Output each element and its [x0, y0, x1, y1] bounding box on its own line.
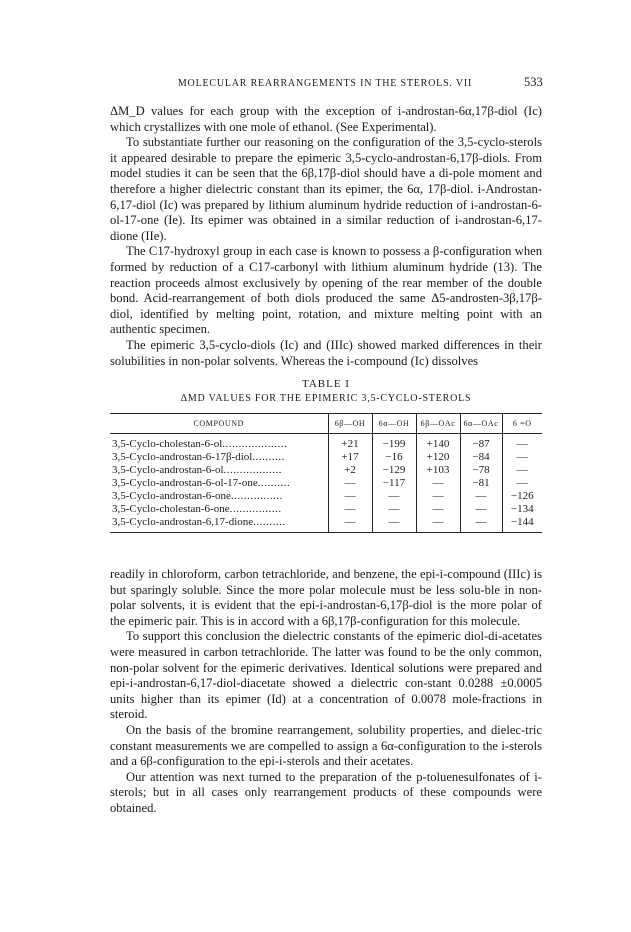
table-row — [110, 490, 542, 503]
compound-cell: 3,5-Cyclo-androstan-6-17β-diol.......... — [112, 451, 285, 463]
value-cell: +120 — [416, 451, 460, 464]
value-cell: +103 — [416, 464, 460, 477]
table-title: TABLE I — [302, 378, 350, 390]
value-cell: −81 — [460, 477, 502, 490]
value-cell: — — [502, 451, 542, 464]
value-cell: −117 — [372, 477, 416, 490]
value-cell: −129 — [372, 464, 416, 477]
value-cell: −199 — [372, 434, 416, 452]
compound-cell: 3,5-Cyclo-androstan-6,17-dione.......... — [110, 516, 328, 533]
value-cell: +21 — [328, 434, 372, 452]
value-cell: — — [460, 490, 502, 503]
column-header: 6β—OH — [328, 414, 372, 434]
column-header: 6 =O — [502, 414, 542, 434]
table-row — [110, 464, 542, 477]
page-number: 533 — [524, 75, 543, 89]
running-head: MOLECULAR REARRANGEMENTS IN THE STEROLS. VII — [177, 78, 473, 89]
value-cell: −144 — [502, 516, 542, 533]
value-cell: — — [416, 503, 460, 516]
value-cell: — — [328, 490, 372, 503]
value-cell: −16 — [372, 451, 416, 464]
value-cell: −84 — [460, 451, 502, 464]
value-cell: — — [502, 477, 542, 490]
value-cell: — — [460, 516, 502, 533]
paragraph: readily in chloroform, carbon tetrachloride, and benzene, the epi-i-compound (IIIc) is but sparingly soluble. Since the more polar molecule must be less solu-ble in non-polar solvents, it is evident that the epi-i-androstan-6,17β-diol is the more polar of the epimeric pair. This is in accord with a 6β,17β-configuration for this molecule. — [110, 567, 542, 628]
value-cell: −78 — [460, 464, 502, 477]
value-cell: — — [328, 477, 372, 490]
value-cell: — — [502, 434, 542, 452]
table-row — [110, 503, 542, 516]
value-cell: — — [372, 490, 416, 503]
body-text-top — [110, 104, 542, 369]
table-row — [110, 434, 542, 452]
table-row — [110, 477, 542, 490]
value-cell: +140 — [416, 434, 460, 452]
value-cell: +17 — [328, 451, 372, 464]
column-header: 6α—OAc — [460, 414, 502, 434]
paragraph: On the basis of the bromine rearrangement, solubility properties, and dielec-tric constant measurements we are compelled to assign a 6α-configuration to the i-sterols and a 6β-configuration to the epi-i-sterols and their acetates. — [110, 722, 542, 769]
column-header: COMPOUND — [110, 414, 328, 434]
paragraph: The C17-hydroxyl group in each case is known to possess a β-configuration when formed by reduction of a C17-carbonyl with lithium aluminum hydride (13). The reaction proceeds almost exclusively by opening of the rear member of the double bond. Acid-rearrangement of both diols produced the same Δ5-androsten-3β,17β-diol, identified by melting point, rotation, and mixture melting point with an authentic specimen. — [110, 244, 542, 337]
table-caption: ΔMD VALUES FOR THE EPIMERIC 3,5-CYCLO-STEROLS — [180, 393, 472, 404]
value-cell: — — [372, 516, 416, 533]
compound-cell: 3,5-Cyclo-androstan-6-ol-17-one.......... — [112, 477, 291, 489]
paragraph: To support this conclusion the dielectric constants of the epimeric diol-di-acetates were measured in carbon tetrachloride. The latter was found to be the only common, non-polar solvent for the epimeric derivatives. Identical solutions were prepared and epi-i-androstan-6,17-diol-diacetate showed a dielectric con-stant 0.0288 ±0.0005 units higher than its epimer (Id) at a concentration of 0.0078 mole-fractions in steroid. — [110, 629, 542, 722]
data-table — [110, 413, 542, 533]
value-cell: — — [416, 490, 460, 503]
value-cell: — — [416, 516, 460, 533]
compound-cell: 3,5-Cyclo-cholestan-6-ol.................... — [112, 438, 288, 450]
body-text-bottom — [110, 567, 542, 817]
paragraph: ΔM_D values for each group with the exception of i-androstan-6α,17β-diol (Ic) which crystallizes with one mole of ethanol. (See Experimental). — [110, 104, 542, 134]
compound-cell: 3,5-Cyclo-cholestan-6-one................ — [112, 503, 282, 515]
value-cell: — — [460, 503, 502, 516]
compound-cell: 3,5-Cyclo-androstan-6-ol.................. — [112, 464, 282, 476]
value-cell: −126 — [502, 490, 542, 503]
value-cell: — — [328, 503, 372, 516]
table-row — [110, 451, 542, 464]
value-cell: — — [416, 477, 460, 490]
column-header: 6α—OH — [372, 414, 416, 434]
paragraph: To substantiate further our reasoning on the configuration of the 3,5-cyclo-sterols it appeared desirable to prepare the epimeric 3,5-cyclo-androstan-6,17β-diols. From model studies it can be seen that the 6β,17β-diol should have a di-pole moment and therefore a higher dielectric constant than its epimer, the 6α, 17β-diol. i-Androstan-6,17-diol (Ic) was prepared by lithium aluminum hydride reduction of i-androstan-6-ol-17-one (Ie). Its epimer was obtained in a similar reduction of i-androstan-6,17-dione (IIe). — [110, 135, 542, 243]
value-cell: −87 — [460, 434, 502, 452]
table-row — [110, 516, 542, 533]
value-cell: — — [502, 464, 542, 477]
table-header-row — [110, 414, 542, 434]
column-header: 6β—OAc — [416, 414, 460, 434]
value-cell: +2 — [328, 464, 372, 477]
paragraph: The epimeric 3,5-cyclo-diols (Ic) and (IIIc) showed marked differences in their solubilities in non-polar solvents. Whereas the i-compound (Ic) dissolves — [110, 337, 542, 368]
value-cell: — — [328, 516, 372, 533]
compound-cell: 3,5-Cyclo-androstan-6-one................ — [112, 490, 283, 502]
paragraph: Our attention was next turned to the preparation of the p-toluenesulfonates of i-sterols; but in all cases only rearrangement products of these compounds were obtained. — [110, 769, 542, 815]
value-cell: — — [372, 503, 416, 516]
value-cell: −134 — [502, 503, 542, 516]
